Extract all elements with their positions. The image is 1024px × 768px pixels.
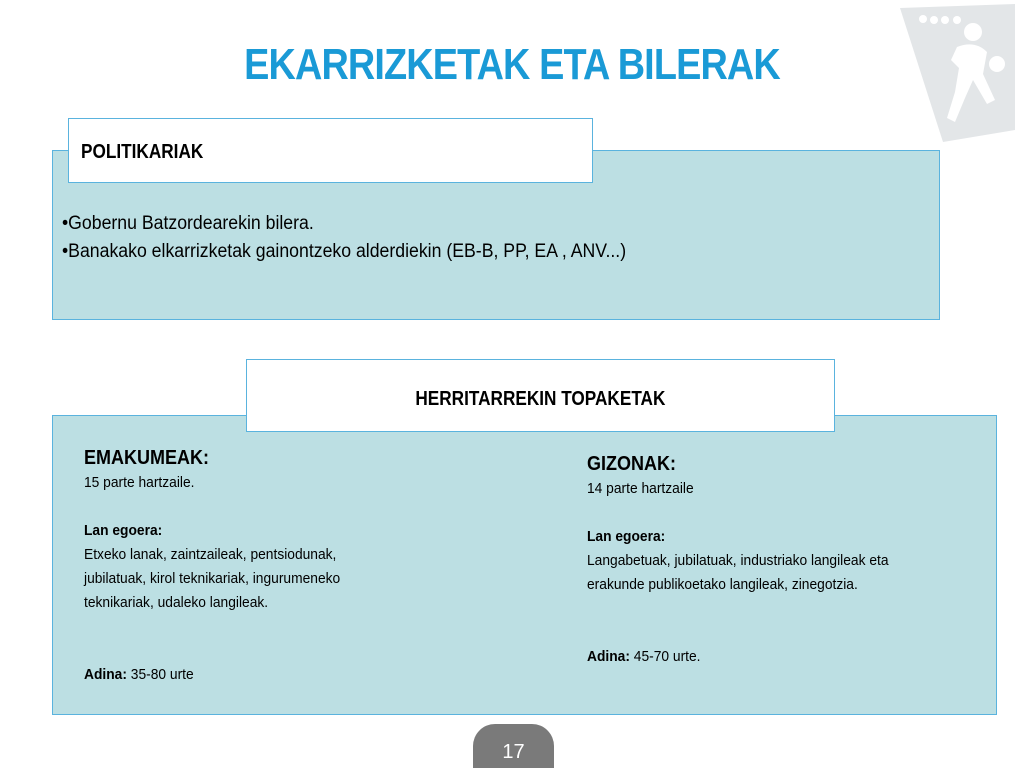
women-age-value: 35-80 urte [126,666,194,683]
women-heading: EMAKUMEAK: [84,447,210,469]
men-age-label: Adina: [587,648,630,665]
women-age-label: Adina: [84,666,127,683]
bullet-item: •Banakako elkarrizketak gainontzeko alderdiekin (EB-B, PP, EA , ANV...) [62,241,627,262]
politicians-bullets [62,210,669,266]
men-heading: GIZONAK: [587,453,677,475]
citizens-tab-label: HERRITARREKIN TOPAKETAK [415,388,666,410]
women-work-line: Etxeko lanak, zaintzaileak, pentsiodunak, [84,546,337,563]
bullet-item: •Gobernu Batzordearekin bilera. [62,213,314,234]
slide-title: EKARRIZKETAK ETA BILERAK [244,40,780,89]
women-work-label: Lan egoera: [84,522,163,539]
women-column [84,445,484,687]
men-age-value: 45-70 urte. [629,648,701,665]
men-column [587,451,987,669]
women-work-line: jubilatuak, kirol teknikariak, ingurumeneko [84,570,341,587]
men-age [587,645,955,669]
women-participants: 15 parte hartzaile. [84,474,195,491]
page-number: 17 [473,724,554,768]
men-participants: 14 parte hartzaile [587,480,694,497]
women-work-line: teknikariak, udaleko langileak. [84,594,269,611]
men-work-line: erakunde publikoetako langileak, zinegotzia. [587,576,858,593]
bowling-figure-logo-icon [895,2,1020,144]
men-work-label: Lan egoera: [587,528,666,545]
women-age [84,663,452,687]
politicians-tab [68,118,593,183]
citizens-tab [246,359,835,432]
men-work-line: Langabetuak, jubilatuak, industriako langileak eta [587,552,889,569]
politicians-tab-label: POLITIKARIAK [81,141,204,163]
